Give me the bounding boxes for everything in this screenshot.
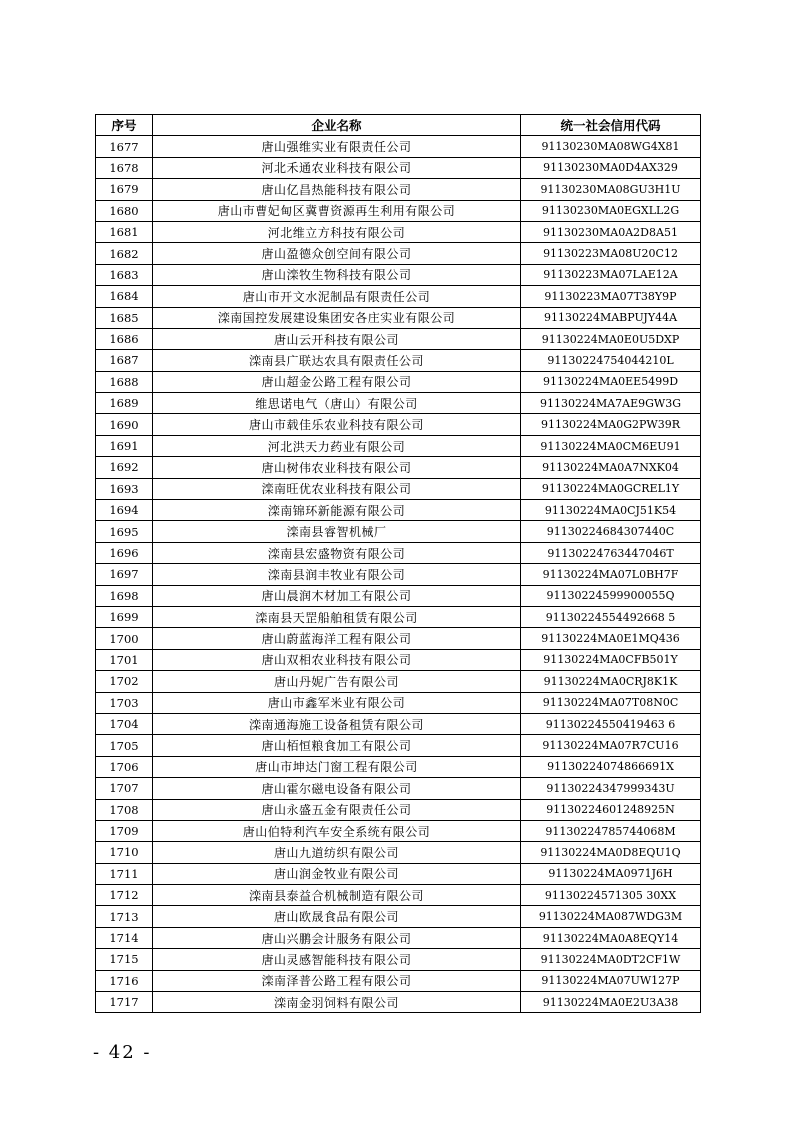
cell-company-name: 滦南县天罡船舶租赁有限公司 bbox=[153, 606, 521, 627]
table-row bbox=[96, 735, 701, 756]
table-row bbox=[96, 328, 701, 349]
cell-credit-code: 91130224571305 30XX bbox=[521, 885, 701, 906]
cell-seq: 1678 bbox=[96, 157, 153, 178]
cell-seq: 1682 bbox=[96, 243, 153, 264]
cell-credit-code: 91130224785744068M bbox=[521, 820, 701, 841]
table-row bbox=[96, 863, 701, 884]
table-row bbox=[96, 179, 701, 200]
cell-company-name: 唐山市坤达门窗工程有限公司 bbox=[153, 756, 521, 777]
cell-company-name: 唐山市开文水泥制品有限责任公司 bbox=[153, 286, 521, 307]
cell-company-name: 唐山盈德众创空间有限公司 bbox=[153, 243, 521, 264]
enterprise-table-container bbox=[95, 114, 700, 1013]
table-row bbox=[96, 992, 701, 1013]
cell-seq: 1697 bbox=[96, 564, 153, 585]
cell-seq: 1706 bbox=[96, 756, 153, 777]
cell-seq: 1716 bbox=[96, 970, 153, 991]
cell-seq: 1692 bbox=[96, 457, 153, 478]
cell-credit-code: 91130230MA0EGXLL2G bbox=[521, 200, 701, 221]
cell-credit-code: 91130224347999343U bbox=[521, 778, 701, 799]
cell-seq: 1701 bbox=[96, 649, 153, 670]
cell-seq: 1689 bbox=[96, 393, 153, 414]
cell-credit-code: 91130224MA0971J6H bbox=[521, 863, 701, 884]
cell-credit-code: 91130224550419463 6 bbox=[521, 713, 701, 734]
cell-seq: 1688 bbox=[96, 371, 153, 392]
cell-credit-code: 91130224MA0GCREL1Y bbox=[521, 478, 701, 499]
cell-seq: 1698 bbox=[96, 585, 153, 606]
cell-seq: 1694 bbox=[96, 500, 153, 521]
table-row bbox=[96, 157, 701, 178]
cell-seq: 1713 bbox=[96, 906, 153, 927]
cell-credit-code: 91130224MA0A8EQY14 bbox=[521, 927, 701, 948]
table-row bbox=[96, 756, 701, 777]
cell-credit-code: 91130223MA08U20C12 bbox=[521, 243, 701, 264]
cell-credit-code: 91130230MA0A2D8A51 bbox=[521, 221, 701, 242]
cell-seq: 1684 bbox=[96, 286, 153, 307]
cell-company-name: 滦南锦环新能源有限公司 bbox=[153, 500, 521, 521]
cell-seq: 1714 bbox=[96, 927, 153, 948]
table-row bbox=[96, 457, 701, 478]
table-row bbox=[96, 949, 701, 970]
cell-company-name: 滦南旺优农业科技有限公司 bbox=[153, 478, 521, 499]
cell-seq: 1677 bbox=[96, 136, 153, 157]
table-row bbox=[96, 521, 701, 542]
cell-seq: 1679 bbox=[96, 179, 153, 200]
table-row bbox=[96, 286, 701, 307]
cell-credit-code: 91130224763447046T bbox=[521, 542, 701, 563]
header-code: 统一社会信用代码 bbox=[521, 115, 701, 136]
cell-credit-code: 91130223MA07T38Y9P bbox=[521, 286, 701, 307]
cell-credit-code: 91130224MA07UW127P bbox=[521, 970, 701, 991]
cell-seq: 1708 bbox=[96, 799, 153, 820]
cell-company-name: 唐山市曹妃甸区冀曹资源再生利用有限公司 bbox=[153, 200, 521, 221]
cell-company-name: 唐山双相农业科技有限公司 bbox=[153, 649, 521, 670]
cell-company-name: 唐山强维实业有限责任公司 bbox=[153, 136, 521, 157]
cell-company-name: 唐山栢恒粮食加工有限公司 bbox=[153, 735, 521, 756]
cell-company-name: 河北洪天力药业有限公司 bbox=[153, 435, 521, 456]
table-row bbox=[96, 371, 701, 392]
cell-company-name: 唐山云开科技有限公司 bbox=[153, 328, 521, 349]
cell-company-name: 滦南县广联达农具有限责任公司 bbox=[153, 350, 521, 371]
cell-seq: 1680 bbox=[96, 200, 153, 221]
cell-company-name: 唐山灵感智能科技有限公司 bbox=[153, 949, 521, 970]
cell-seq: 1686 bbox=[96, 328, 153, 349]
table-row bbox=[96, 435, 701, 456]
table-body bbox=[96, 136, 701, 1013]
cell-credit-code: 91130224MABPUJY44A bbox=[521, 307, 701, 328]
table-row bbox=[96, 243, 701, 264]
cell-seq: 1695 bbox=[96, 521, 153, 542]
cell-seq: 1690 bbox=[96, 414, 153, 435]
cell-company-name: 维思诺电气（唐山）有限公司 bbox=[153, 393, 521, 414]
cell-company-name: 唐山永盛五金有限责任公司 bbox=[153, 799, 521, 820]
cell-seq: 1683 bbox=[96, 264, 153, 285]
cell-company-name: 滦南县宏盛物资有限公司 bbox=[153, 542, 521, 563]
cell-seq: 1699 bbox=[96, 606, 153, 627]
cell-company-name: 唐山霍尔磁电设备有限公司 bbox=[153, 778, 521, 799]
cell-credit-code: 91130224MA07R7CU16 bbox=[521, 735, 701, 756]
cell-seq: 1703 bbox=[96, 692, 153, 713]
cell-credit-code: 91130223MA07LAE12A bbox=[521, 264, 701, 285]
cell-company-name: 唐山润金牧业有限公司 bbox=[153, 863, 521, 884]
table-row bbox=[96, 564, 701, 585]
table-row bbox=[96, 820, 701, 841]
cell-credit-code: 91130230MA08GU3H1U bbox=[521, 179, 701, 200]
table-row bbox=[96, 136, 701, 157]
cell-company-name: 唐山兴鹏会计服务有限公司 bbox=[153, 927, 521, 948]
cell-seq: 1693 bbox=[96, 478, 153, 499]
cell-company-name: 唐山丹妮广告有限公司 bbox=[153, 671, 521, 692]
cell-company-name: 唐山晨润木材加工有限公司 bbox=[153, 585, 521, 606]
table-row bbox=[96, 585, 701, 606]
cell-credit-code: 91130224MA0A7NXK04 bbox=[521, 457, 701, 478]
table-row bbox=[96, 542, 701, 563]
cell-credit-code: 91130230MA08WG4X81 bbox=[521, 136, 701, 157]
cell-company-name: 唐山亿昌热能科技有限公司 bbox=[153, 179, 521, 200]
table-row bbox=[96, 200, 701, 221]
cell-company-name: 滦南国控发展建设集团安各庄实业有限公司 bbox=[153, 307, 521, 328]
cell-seq: 1710 bbox=[96, 842, 153, 863]
cell-seq: 1681 bbox=[96, 221, 153, 242]
table-row bbox=[96, 264, 701, 285]
cell-company-name: 唐山市载佳乐农业科技有限公司 bbox=[153, 414, 521, 435]
cell-company-name: 唐山伯特利汽车安全系统有限公司 bbox=[153, 820, 521, 841]
cell-credit-code: 91130224MA0EE5499D bbox=[521, 371, 701, 392]
cell-company-name: 滦南县润丰牧业有限公司 bbox=[153, 564, 521, 585]
cell-credit-code: 91130224MA0DT2CF1W bbox=[521, 949, 701, 970]
enterprise-table bbox=[95, 114, 701, 1013]
header-seq: 序号 bbox=[96, 115, 153, 136]
cell-credit-code: 91130224MA7AE9GW3G bbox=[521, 393, 701, 414]
cell-seq: 1687 bbox=[96, 350, 153, 371]
cell-seq: 1700 bbox=[96, 628, 153, 649]
cell-company-name: 唐山市鑫军米业有限公司 bbox=[153, 692, 521, 713]
cell-seq: 1704 bbox=[96, 713, 153, 734]
cell-company-name: 唐山九道纺织有限公司 bbox=[153, 842, 521, 863]
cell-seq: 1715 bbox=[96, 949, 153, 970]
cell-company-name: 河北维立方科技有限公司 bbox=[153, 221, 521, 242]
table-row bbox=[96, 885, 701, 906]
cell-credit-code: 91130224599900055Q bbox=[521, 585, 701, 606]
table-row bbox=[96, 350, 701, 371]
table-row bbox=[96, 478, 701, 499]
table-row bbox=[96, 970, 701, 991]
cell-credit-code: 91130224MA07T08N0C bbox=[521, 692, 701, 713]
cell-seq: 1685 bbox=[96, 307, 153, 328]
cell-credit-code: 91130224MA0CJ51K54 bbox=[521, 500, 701, 521]
cell-seq: 1711 bbox=[96, 863, 153, 884]
table-row bbox=[96, 906, 701, 927]
table-row bbox=[96, 842, 701, 863]
cell-company-name: 唐山蔚蓝海洋工程有限公司 bbox=[153, 628, 521, 649]
cell-company-name: 河北禾通农业科技有限公司 bbox=[153, 157, 521, 178]
cell-seq: 1707 bbox=[96, 778, 153, 799]
table-row bbox=[96, 778, 701, 799]
cell-credit-code: 91130224MA0D8EQU1Q bbox=[521, 842, 701, 863]
cell-seq: 1702 bbox=[96, 671, 153, 692]
cell-credit-code: 91130224MA0E2U3A38 bbox=[521, 992, 701, 1013]
cell-seq: 1696 bbox=[96, 542, 153, 563]
cell-seq: 1709 bbox=[96, 820, 153, 841]
table-row bbox=[96, 671, 701, 692]
table-row bbox=[96, 649, 701, 670]
table-row bbox=[96, 606, 701, 627]
cell-credit-code: 91130224754044210L bbox=[521, 350, 701, 371]
cell-credit-code: 91130230MA0D4AX329 bbox=[521, 157, 701, 178]
cell-credit-code: 91130224554492668 5 bbox=[521, 606, 701, 627]
cell-credit-code: 91130224074866691X bbox=[521, 756, 701, 777]
cell-seq: 1717 bbox=[96, 992, 153, 1013]
cell-company-name: 唐山超金公路工程有限公司 bbox=[153, 371, 521, 392]
cell-company-name: 滦南泽普公路工程有限公司 bbox=[153, 970, 521, 991]
cell-credit-code: 91130224MA0G2PW39R bbox=[521, 414, 701, 435]
cell-credit-code: 91130224MA07L0BH7F bbox=[521, 564, 701, 585]
cell-credit-code: 91130224MA0CM6EU91 bbox=[521, 435, 701, 456]
table-row bbox=[96, 221, 701, 242]
table-row bbox=[96, 414, 701, 435]
cell-company-name: 滦南通海施工设备租赁有限公司 bbox=[153, 713, 521, 734]
cell-credit-code: 91130224MA087WDG3M bbox=[521, 906, 701, 927]
cell-credit-code: 91130224MA0CRJ8K1K bbox=[521, 671, 701, 692]
cell-seq: 1691 bbox=[96, 435, 153, 456]
cell-credit-code: 91130224684307440C bbox=[521, 521, 701, 542]
cell-credit-code: 91130224MA0E1MQ436 bbox=[521, 628, 701, 649]
table-row bbox=[96, 307, 701, 328]
cell-company-name: 唐山滦牧生物科技有限公司 bbox=[153, 264, 521, 285]
table-row bbox=[96, 692, 701, 713]
table-row bbox=[96, 713, 701, 734]
cell-company-name: 滦南县睿智机械厂 bbox=[153, 521, 521, 542]
header-name: 企业名称 bbox=[153, 115, 521, 136]
cell-credit-code: 91130224MA0E0U5DXP bbox=[521, 328, 701, 349]
cell-seq: 1705 bbox=[96, 735, 153, 756]
table-row bbox=[96, 927, 701, 948]
table-row bbox=[96, 393, 701, 414]
table-row bbox=[96, 628, 701, 649]
cell-company-name: 滦南县泰益合机械制造有限公司 bbox=[153, 885, 521, 906]
cell-credit-code: 91130224601248925N bbox=[521, 799, 701, 820]
table-row bbox=[96, 500, 701, 521]
table-header-row bbox=[96, 115, 701, 136]
cell-company-name: 唐山欧晟食品有限公司 bbox=[153, 906, 521, 927]
cell-credit-code: 91130224MA0CFB501Y bbox=[521, 649, 701, 670]
cell-company-name: 唐山树伟农业科技有限公司 bbox=[153, 457, 521, 478]
table-row bbox=[96, 799, 701, 820]
cell-seq: 1712 bbox=[96, 885, 153, 906]
cell-company-name: 滦南金羽饲料有限公司 bbox=[153, 992, 521, 1013]
page-number: - 42 - bbox=[93, 1042, 152, 1063]
